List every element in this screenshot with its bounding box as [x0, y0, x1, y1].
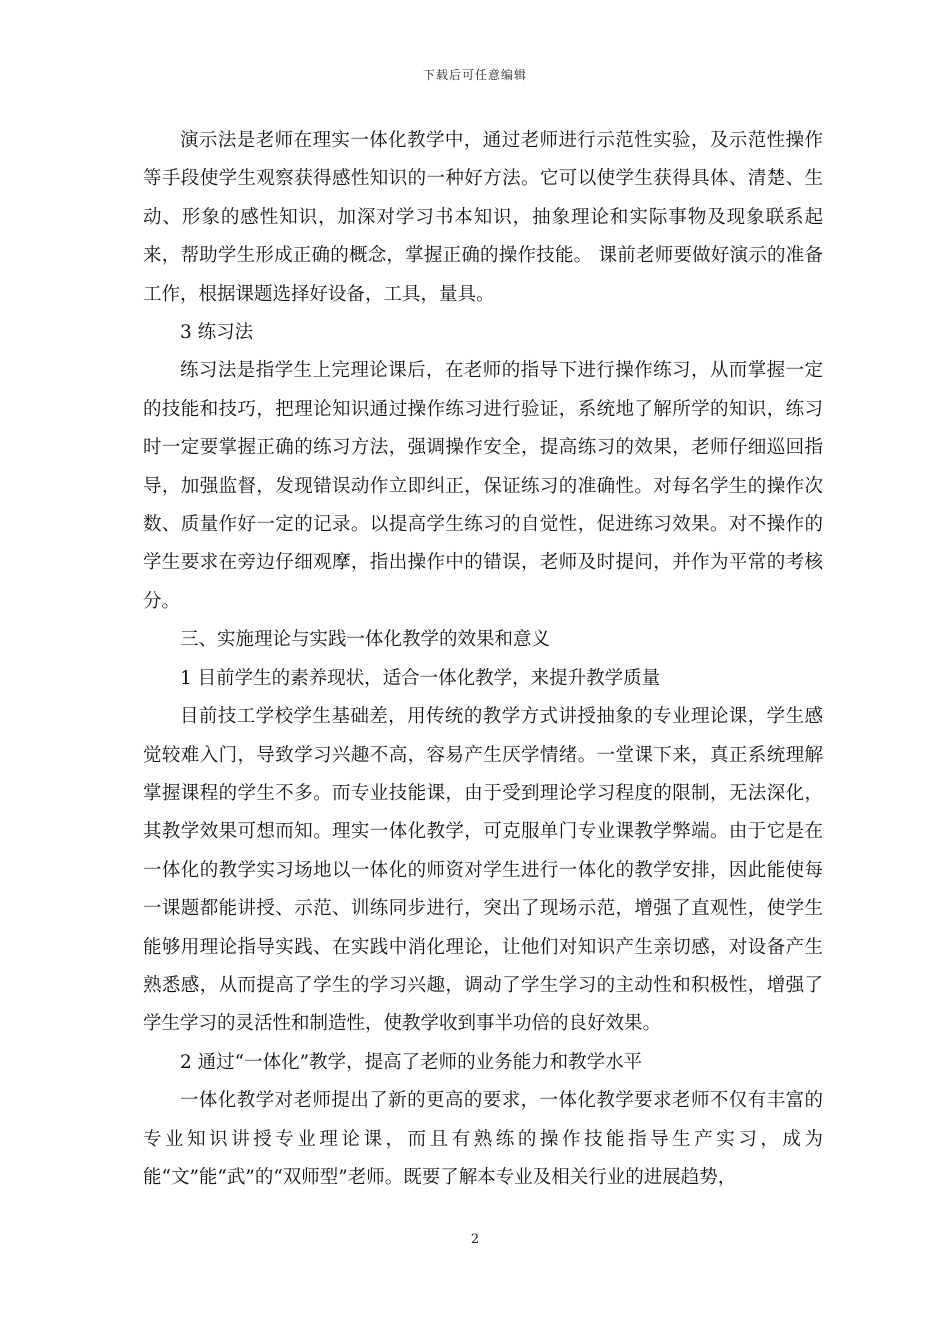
- paragraph-student-status: 目前技工学校学生基础差，用传统的教学方式讲授抽象的专业理论课，学生感觉较难入门，导致学习兴趣不高，容易产生厌学情绪。一堂课下来，真正系统理解掌握课程的学生不多。而专业技能课，由于受到理论学习程度的限制，无法深化，其教学效果可想而知。理实一体化教学，可克服单门专业课教学弊端。由于它是在一体化的教学实习场地以一体化的师资对学生进行一体化的教学安排，因此能使每一课题都能讲授、示范、训练同步进行，突出了现场示范，增强了直观性，使学生能够用理论指导实践、在实践中消化理论，让他们对知识产生亲切感，对设备产生熟悉感，从而提高了学生的学习兴趣，调动了学生学习的主动性和积极性，增强了学生学习的灵活性和制造性，使教学收到事半功倍的良好效果。: [143, 706, 823, 1035]
- heading-teacher-ability: 2 通过“一体化”教学，提高了老师的业务能力和教学水平: [180, 1051, 643, 1073]
- paragraph-practice-method: 练习法是指学生上完理论课后，在老师的指导下进行操作练习，从而掌握一定的技能和技巧，把理论知识通过操作练习进行验证，系统地了解所学的知识，练习时一定要掌握正确的练习方法，强调操作安全，提高练习的效果，老师仔细巡回指导，加强监督，发现错误动作立即纠正，保证练习的准确性。对每名学生的操作次数、质量作好一定的记录。以提高学生练习的自觉性，促进练习效果。对不操作的学生要求在旁边仔细观摩，指出操作中的错误，老师及时提问，并作为平常的考核分。: [143, 360, 823, 612]
- document-body: [143, 122, 823, 1197]
- heading-practice-method: 3 练习法: [180, 322, 254, 344]
- page-header: 下载后可任意编辑: [422, 68, 527, 82]
- paragraph-demonstration-method: 演示法是老师在理实一体化教学中，通过老师进行示范性实验，及示范性操作等手段使学生观察获得感性知识的一种好方法。它可以使学生获得具体、清楚、生动、形象的感性知识，加深对学习书本知识，抽象理论和实际事物及现象联系起来，帮助学生形成正确的概念，掌握正确的操作技能。 课前老师要做好演示的准备工作，根据课题选择好设备，工具，量具。: [143, 130, 823, 305]
- page-number: 2: [470, 1232, 480, 1247]
- heading-student-status: 1 目前学生的素养现状，适合一体化教学，来提升教学质量: [180, 667, 661, 689]
- heading-section-three: 三、实施理论与实践一体化教学的效果和意义: [180, 629, 551, 651]
- paragraph-teacher-ability: 一体化教学对老师提出了新的更高的要求，一体化教学要求老师不仅有丰富的专业知识讲授专业理论课，而且有熟练的操作技能指导生产实习，成为能“文”能“武”的“双师型”老师。既要了解本专业及相关行业的进展趋势，: [143, 1090, 823, 1188]
